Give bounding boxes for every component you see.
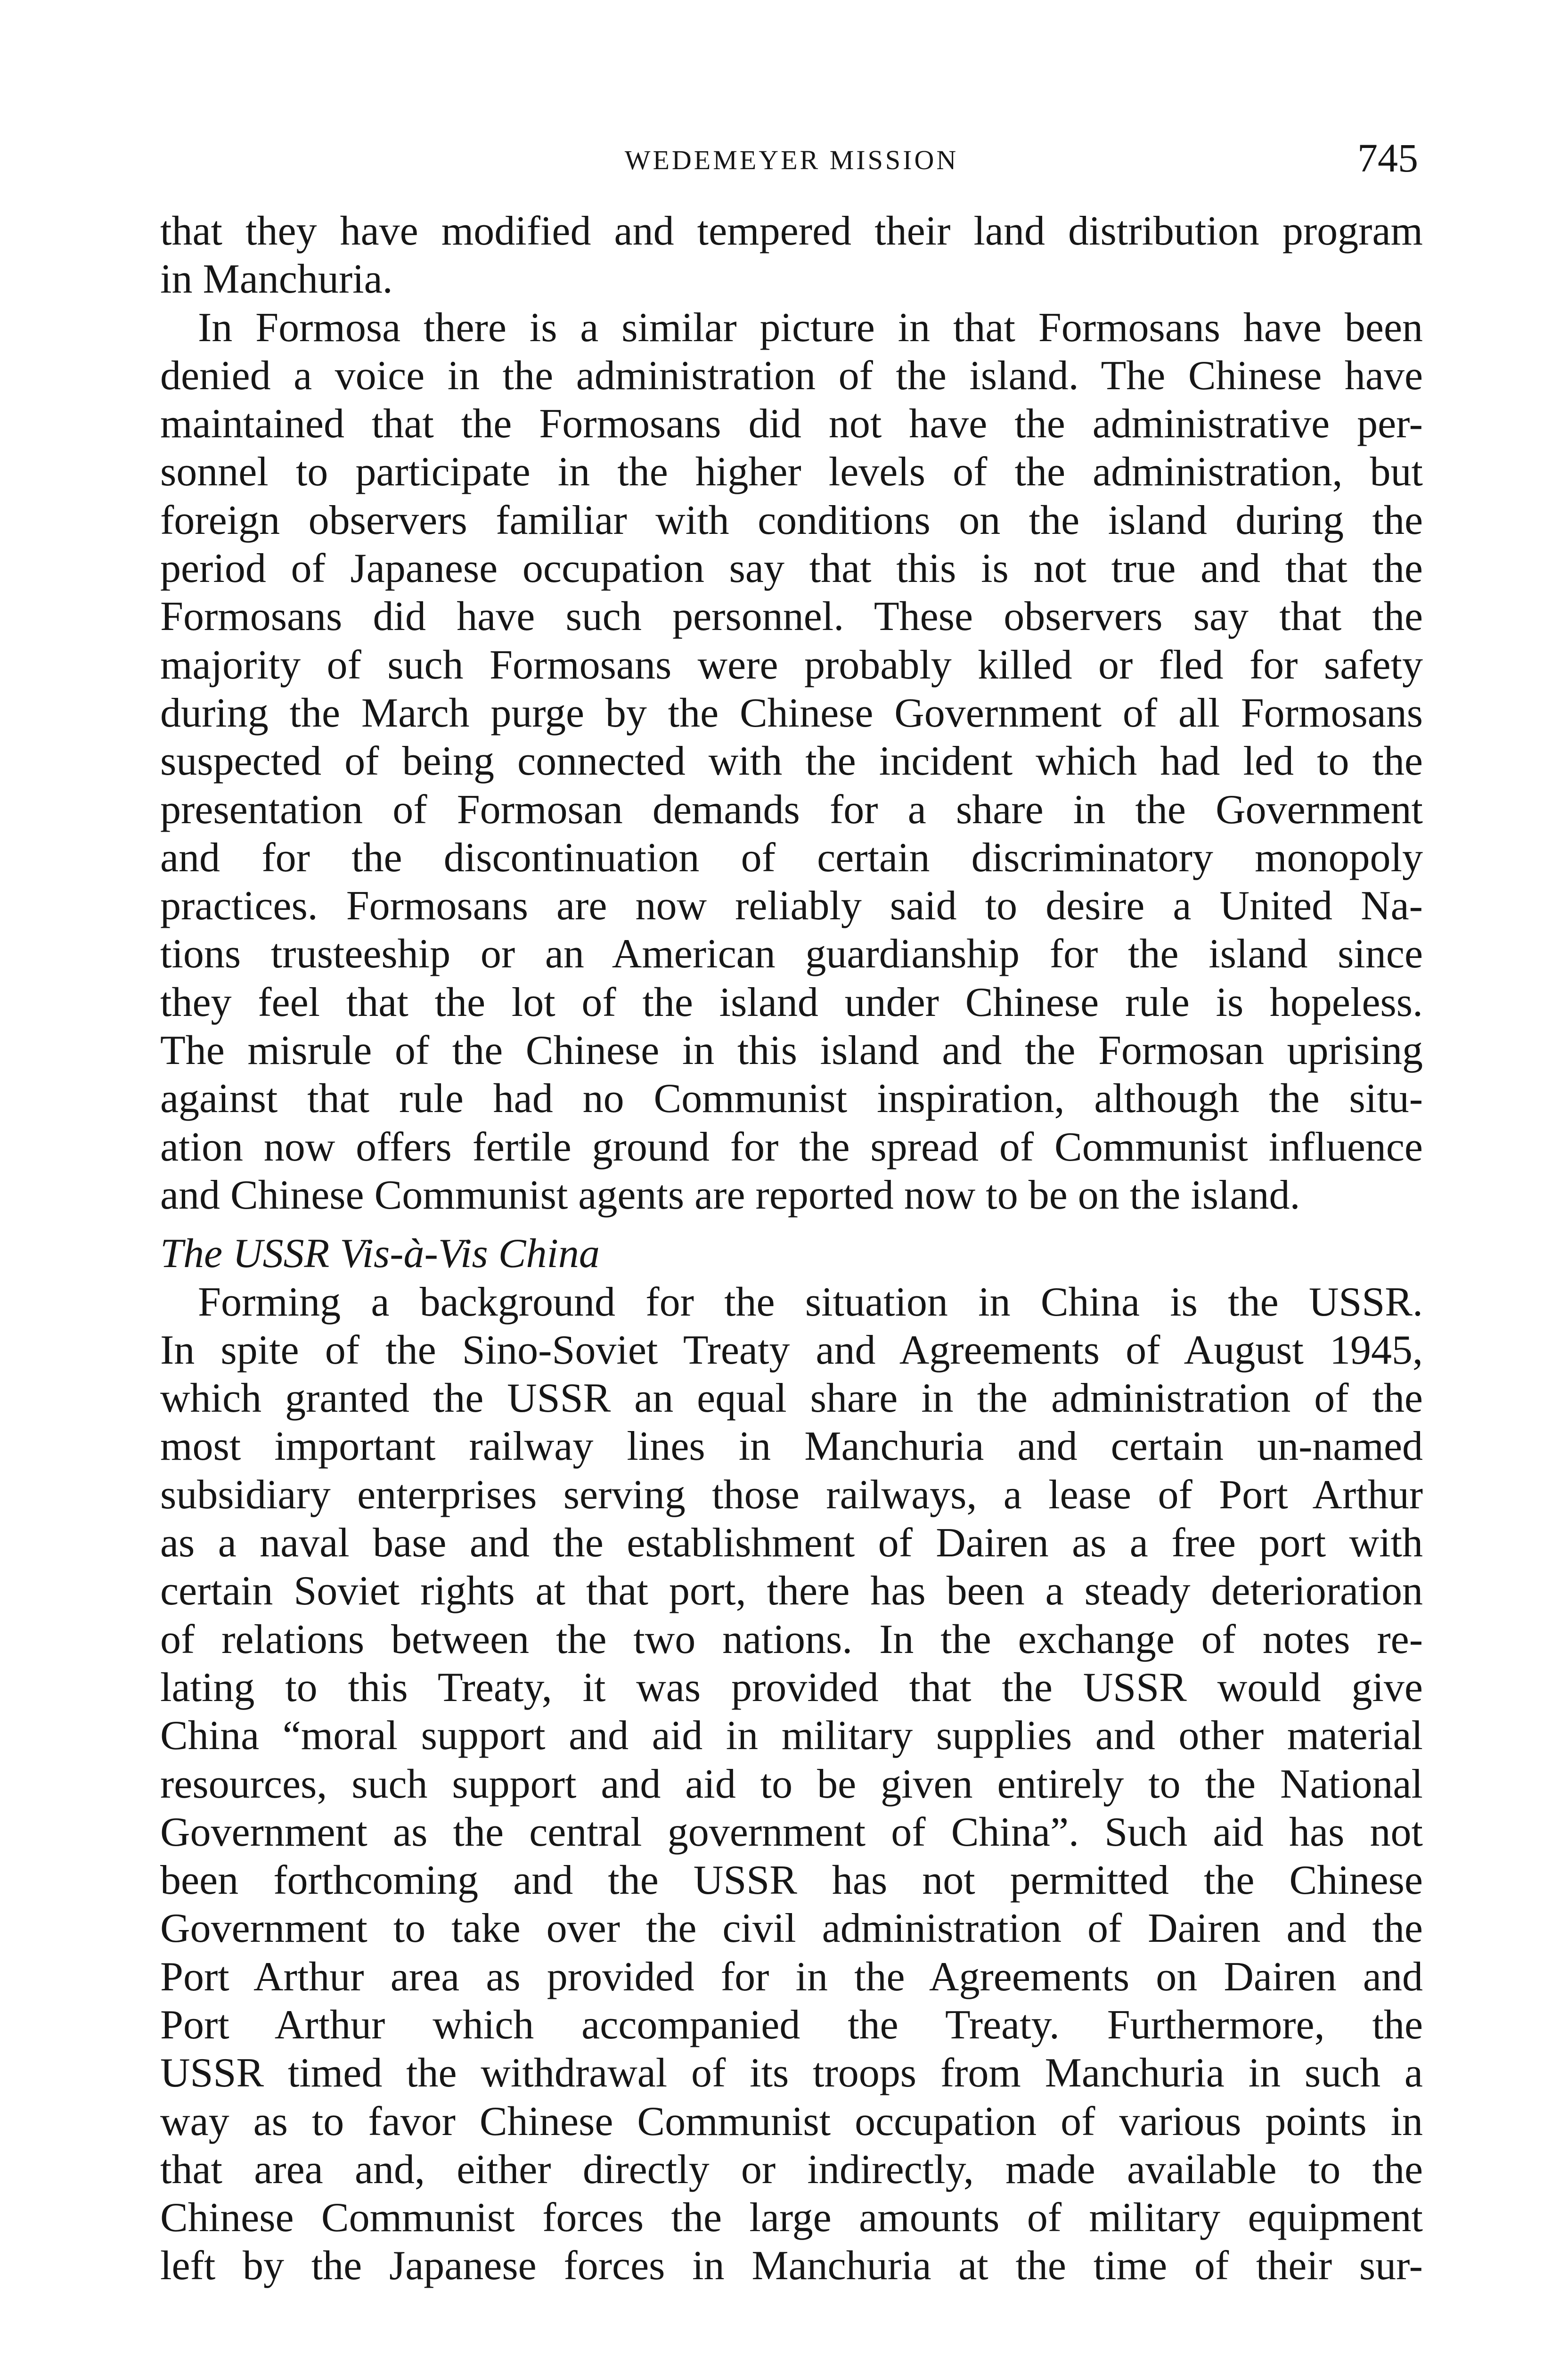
text-line: that area and, either directly or indirectly, made available to the [160, 2146, 1423, 2192]
text-line: most important railway lines in Manchuria and certain un-named [160, 1423, 1423, 1470]
text-line: denied a voice in the administration of the island. The Chinese have [160, 352, 1423, 399]
text-line: way as to favor Chinese Communist occupation of various points in [160, 2098, 1423, 2144]
text-line: tions trusteeship or an American guardianship for the island since [160, 931, 1423, 977]
text-line: period of Japanese occupation say that this is not true and that the [160, 546, 1423, 592]
page-header [160, 137, 1423, 188]
text-line: ation now offers fertile ground for the spread of Communist influence [160, 1124, 1423, 1170]
text-line: against that rule had no Communist inspiration, although the situ- [160, 1076, 1423, 1122]
running-head: WEDEMEYER MISSION [624, 145, 959, 175]
text-line: of relations between the two nations. In the exchange of notes re- [160, 1616, 1423, 1662]
text-line: Port Arthur area as provided for in the Agreements on Dairen and [160, 1954, 1423, 2000]
text-line: practices. Formosans are now reliably said to desire a United Na- [160, 883, 1423, 929]
text-line: Forming a background for the situation in China is the USSR. [198, 1279, 1423, 1325]
paragraph [160, 1278, 1423, 2291]
body-text [160, 207, 1423, 2291]
text-line: as a naval base and the establishment of Dairen as a free port with [160, 1520, 1423, 1566]
text-line: In spite of the Sino-Soviet Treaty and Agreements of August 1945, [160, 1327, 1423, 1373]
text-line: and for the discontinuation of certain discriminatory monopoly [160, 834, 1423, 881]
text-line: resources, such support and aid to be given entirely to the National [160, 1761, 1423, 1807]
text-line: subsidiary enterprises serving those railways, a lease of Port Arthur [160, 1472, 1423, 1518]
text-line: Formosans did have such personnel. These observers say that the [160, 594, 1423, 640]
text-line: USSR timed the withdrawal of its troops from Manchuria in such a [160, 2050, 1423, 2096]
text-line: Government to take over the civil administration of Dairen and the [160, 1906, 1423, 1952]
text-line: they feel that the lot of the island under Chinese rule is hopeless. [160, 979, 1423, 1025]
section-heading: The USSR Vis-à-Vis China [160, 1231, 600, 1277]
text-line: In Formosa there is a similar picture in that Formosans have been [198, 304, 1423, 351]
text-line: sonnel to participate in the higher levels of the administration, but [160, 449, 1423, 495]
paragraph [160, 304, 1423, 1220]
text-line: left by the Japanese forces in Manchuria at the time of their sur- [160, 2243, 1423, 2289]
text-line: Port Arthur which accompanied the Treaty. Furthermore, the [160, 2002, 1423, 2048]
text-line: Government as the central government of China”. Such aid has not [160, 1809, 1423, 1855]
text-line: foreign observers familiar with conditions on the island during the [160, 497, 1423, 543]
page-number: 745 [1357, 135, 1418, 180]
text-line: lating to this Treaty, it was provided that the USSR would give [160, 1664, 1423, 1710]
text-line: presentation of Formosan demands for a share in the Government [160, 786, 1423, 833]
text-line: certain Soviet rights at that port, there has been a steady deterioration [160, 1568, 1423, 1614]
text-line: been forthcoming and the USSR has not permitted the Chinese [160, 1857, 1423, 1904]
text-line: suspected of being connected with the incident which had led to the [160, 738, 1423, 785]
text-line: and Chinese Communist agents are reported now to be on the island. [160, 1172, 1300, 1218]
text-line: during the March purge by the Chinese Government of all Formosans [160, 690, 1423, 736]
text-line: Chinese Communist forces the large amounts of military equipment [160, 2195, 1423, 2241]
text-line: China “moral support and aid in military supplies and other material [160, 1713, 1423, 1759]
text-line: The misrule of the Chinese in this island and the Formosan uprising [160, 1028, 1423, 1074]
text-line: maintained that the Formosans did not have the administrative per- [160, 401, 1423, 447]
text-line: majority of such Formosans were probably killed or fled for safety [160, 642, 1423, 688]
text-line: that they have modified and tempered their land distribution program [160, 208, 1423, 254]
text-line: in Manchuria. [160, 256, 393, 303]
text-line: which granted the USSR an equal share in the administration of the [160, 1375, 1423, 1422]
paragraph [160, 207, 1423, 304]
